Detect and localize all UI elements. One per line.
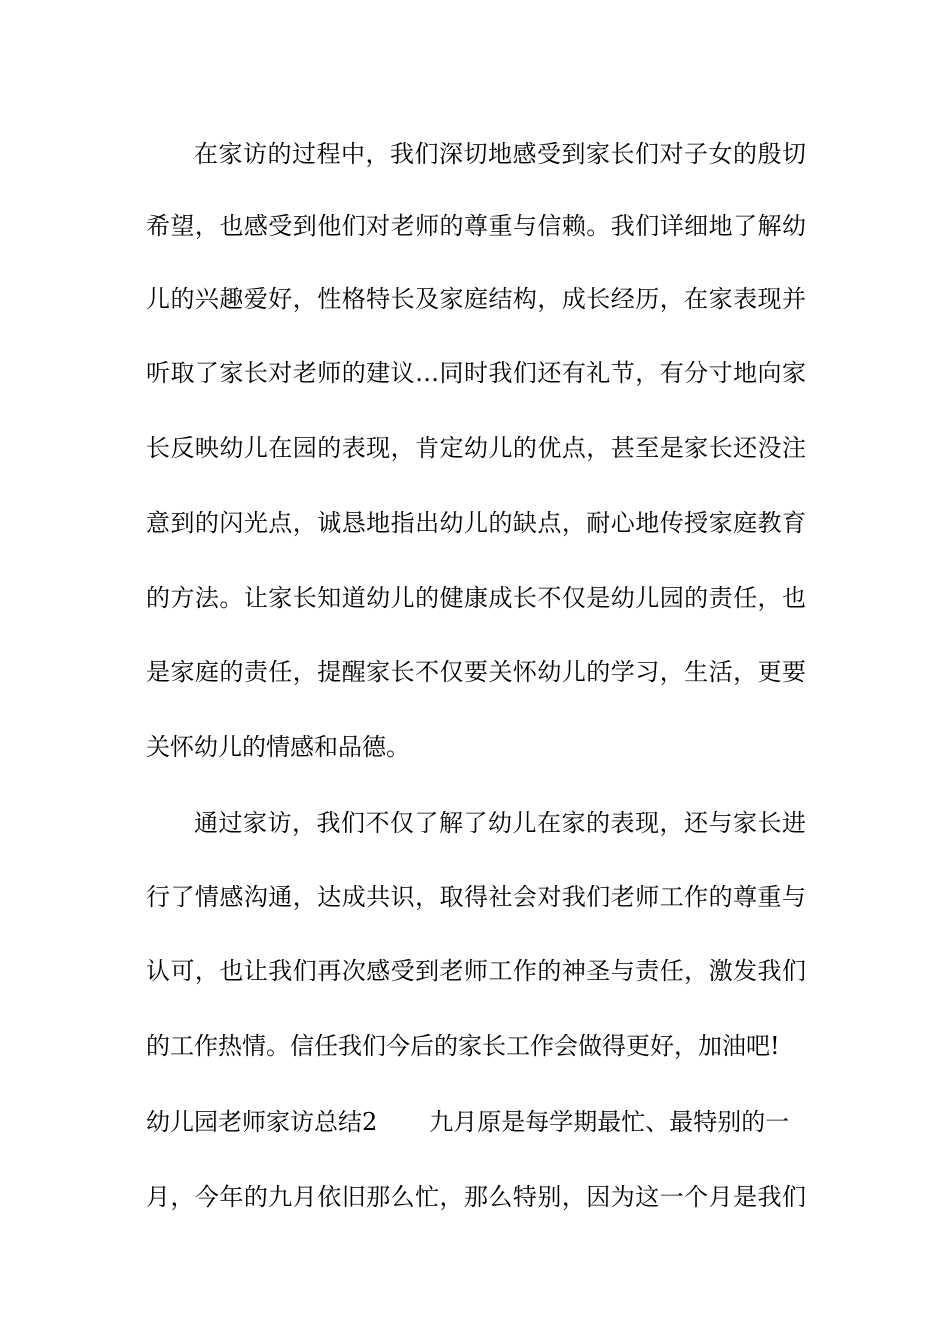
paragraph-1-line-9: 关怀幼儿的情感和品德。 <box>146 733 410 761</box>
section-first-line: 九月原是每学期最忙、最特别的一 <box>429 1108 790 1136</box>
section-line-2: 月，今年的九月依旧那么忙，那么特别，因为这一个月是我们 <box>146 1183 806 1211</box>
paragraph-2-line-4: 的工作热情。信任我们今后的家长工作会做得更好，加油吧! <box>146 1032 780 1060</box>
paragraph-1-line-6: 意到的闪光点，诚恳地指出幼儿的缺点，耐心地传授家庭教育 <box>146 509 806 537</box>
section-title: 幼儿园老师家访总结2 <box>146 1108 378 1136</box>
paragraph-1-line-8: 是家庭的责任，提醒家长不仅要关怀幼儿的学习，生活，更要 <box>146 658 806 686</box>
paragraph-2-line-3: 认可，也让我们再次感受到老师工作的神圣与责任，激发我们 <box>146 957 806 985</box>
paragraph-1-line-7: 的方法。让家长知道幼儿的健康成长不仅是幼儿园的责任，也 <box>146 584 806 612</box>
section-heading-line <box>146 1107 806 1137</box>
paragraph-1-line-1: 在家访的过程中，我们深切地感受到家长们对子女的殷切 <box>194 140 806 168</box>
paragraph-1-line-5: 长反映幼儿在园的表现，肯定幼儿的优点，甚至是家长还没注 <box>146 434 806 462</box>
paragraph-2-line-1: 通过家访，我们不仅了解了幼儿在家的表现，还与家长进 <box>194 809 806 837</box>
paragraph-1-line-4: 听取了家长对老师的建议…同时我们还有礼节，有分寸地向家 <box>146 359 806 387</box>
paragraph-2-line-2: 行了情感沟通，达成共识，取得社会对我们老师工作的尊重与 <box>146 883 806 911</box>
paragraph-1-line-2: 希望，也感受到他们对老师的尊重与信赖。我们详细地了解幼 <box>146 212 806 240</box>
paragraph-1-line-3: 儿的兴趣爱好，性格特长及家庭结构，成长经历，在家表现并 <box>146 285 806 313</box>
